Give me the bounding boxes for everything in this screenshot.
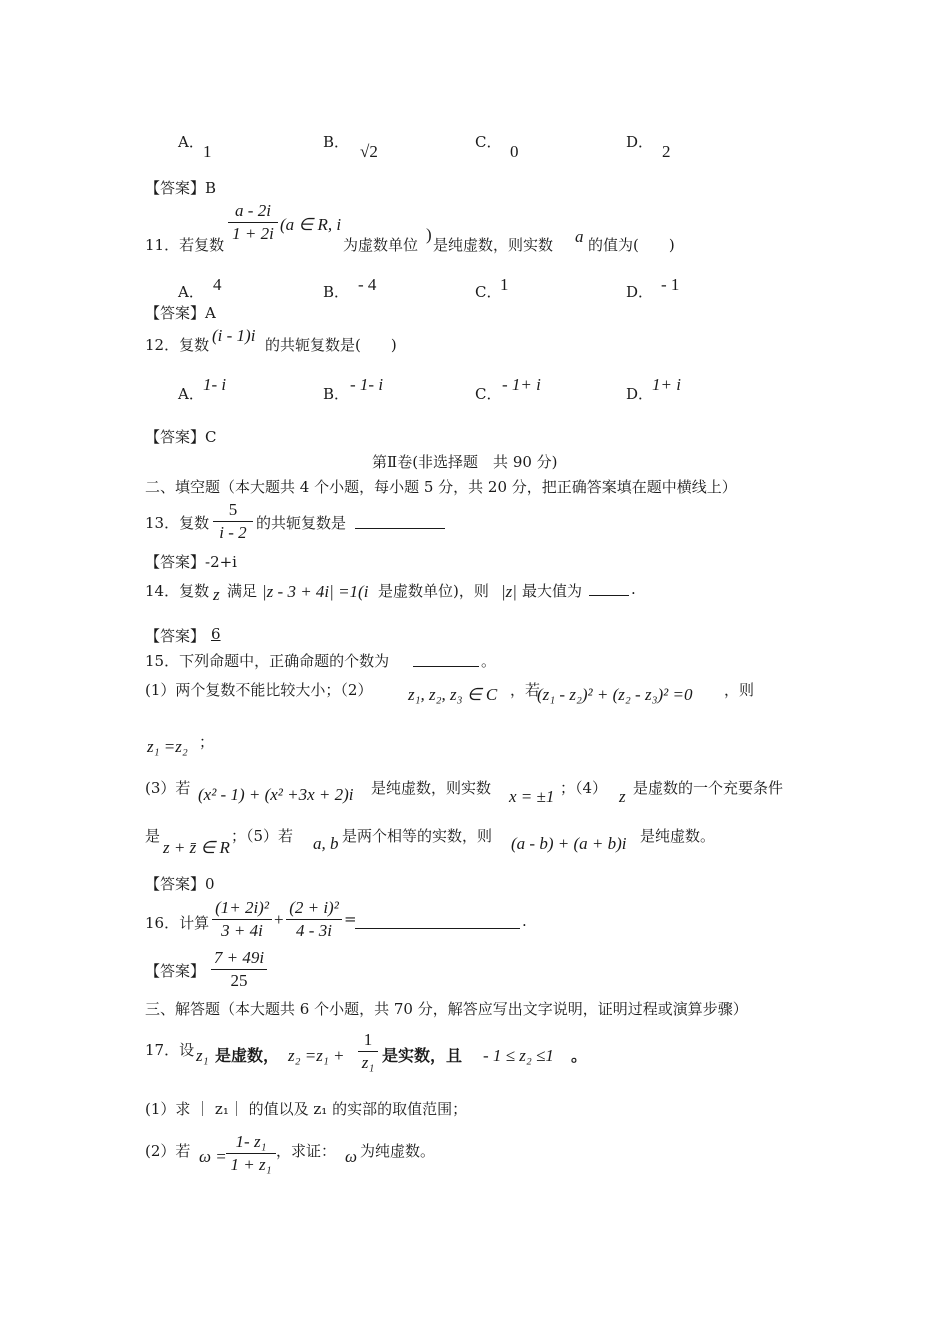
q15-s5-expr2: (a - b) + (a + b)i xyxy=(511,834,627,853)
q12-suffix: 的共轭复数是( ) xyxy=(265,336,397,354)
q14-abs-z: |z| xyxy=(501,582,517,601)
q17-prefix: 17．设 xyxy=(145,1041,195,1059)
q15-s5-is: 是 xyxy=(145,827,161,845)
q13-frac-num: 5 xyxy=(213,500,253,522)
q15-line1: 15．下列命题中，正确命题的个数为 xyxy=(145,652,390,670)
q15-s3-expr: (x² - 1) + (x² +3x + 2)i xyxy=(198,785,354,804)
q17-fraction xyxy=(358,1030,378,1073)
q13-fraction xyxy=(213,500,253,543)
q10-option-c-label: C． xyxy=(475,133,502,151)
q11-paren-close: ) xyxy=(426,225,432,244)
q15-s3-mid: 是纯虚数，则实数 xyxy=(371,779,492,797)
q15-s3-cond: x = ±1 xyxy=(509,787,555,806)
q12-option-b-label: B． xyxy=(323,385,350,403)
q15-set-expr: z₁, z₂, z₃ ∈ C xyxy=(408,685,498,704)
q15-s4-text: 是虚数的一个充要条件 xyxy=(633,779,784,797)
q11-prefix: 11．若复数 xyxy=(145,236,225,254)
answer-16-label: 【答案】 xyxy=(145,962,206,980)
q16-fraction-1 xyxy=(212,898,272,941)
q12-option-c-value: - 1+ i xyxy=(502,375,541,394)
q11-option-b-label: B． xyxy=(323,283,350,301)
q12-option-d-label: D． xyxy=(626,385,654,403)
q15-z1-eq-z2: z₁ =z₂ xyxy=(147,737,188,756)
q10-option-d-label: D． xyxy=(626,133,654,151)
q11-fraction xyxy=(228,201,278,244)
q16-prefix: 16．计算 xyxy=(145,914,210,932)
q15-s3-prefix: (3）若 xyxy=(145,779,191,797)
q13-prefix: 13．复数 xyxy=(145,514,210,532)
q17-frac-den: z₁ xyxy=(361,1053,375,1072)
q13-suffix: 的共轭复数是 xyxy=(256,514,347,532)
q15-s2-end: ； xyxy=(199,733,215,751)
q12-option-c-label: C． xyxy=(475,385,502,403)
q15-s5-sep: ；（5）若 xyxy=(231,827,294,845)
q17-end: 。 xyxy=(571,1046,588,1065)
q17-p2-den: 1 + z₁ xyxy=(230,1155,272,1174)
answer-15: 【答案】0 xyxy=(145,875,215,893)
q17-omega-eq: ω = xyxy=(199,1147,227,1166)
q11-option-c-value: 1 xyxy=(500,275,509,294)
answer-16-fraction xyxy=(211,948,267,991)
q11-option-c-label: C． xyxy=(475,283,502,301)
q14-suffix: 最大值为 xyxy=(522,582,583,600)
q11-unit-text: 为虚数单位 xyxy=(343,236,419,254)
q15-square-expr: (z₁ - z₂)² + (z₂ - z₃)² =0 xyxy=(537,685,693,704)
q14-expr: |z - 3 + 4i| =1(i xyxy=(262,582,369,601)
q15-s3-sep: ；（4） xyxy=(560,779,608,797)
q12-option-a-label: A． xyxy=(178,385,204,403)
section2-heading: 二、填空题（本大题共 4 个小题，每小题 5 分，共 20 分，把正确答案填在题中横线上） xyxy=(145,478,737,496)
q15-s5-end: 是纯虚数。 xyxy=(640,827,716,845)
q17-cond: - 1 ≤ z₂ ≤1 xyxy=(483,1046,554,1065)
q17-part2-mid: ，求证： xyxy=(276,1142,337,1160)
q12-prefix: 12．复数 xyxy=(145,336,210,354)
q10-option-b-value: √2 xyxy=(360,142,378,161)
q17-frac-num: 1 xyxy=(358,1030,378,1052)
answer-16-den: 25 xyxy=(230,971,248,990)
answer-16-num: 7 + 49i xyxy=(211,948,267,970)
q11-option-a-label: A． xyxy=(178,283,204,301)
q15-if: ，若 xyxy=(510,681,541,699)
q17-p2-num: 1- z₁ xyxy=(226,1132,276,1154)
q12-option-d-value: 1+ i xyxy=(652,375,681,394)
q16-plus: + xyxy=(274,910,284,929)
q15-s5-vars: a, b xyxy=(313,834,339,853)
q10-option-d-value: 2 xyxy=(662,142,671,161)
q14-mid2: 是虚数单位)，则 xyxy=(378,582,489,600)
q15-s5-conj-expr: z + z̄ ∈ R xyxy=(163,838,230,857)
q10-option-c-value: 0 xyxy=(510,142,519,161)
q15-s4-var: z xyxy=(619,787,626,806)
q16-f1-num: (1+ 2i)² xyxy=(212,898,272,920)
q17-z2-eq: z₂ =z₁ + xyxy=(288,1046,345,1065)
answer-14-value: 6 xyxy=(211,625,221,643)
q17-omega: ω xyxy=(345,1147,358,1166)
q16-fraction-2 xyxy=(286,898,342,941)
q10-option-a-value: 1 xyxy=(203,142,212,161)
answer-14-label: 【答案】 xyxy=(145,627,206,645)
q15-then: ，则 xyxy=(724,681,755,699)
q12-option-a-value: 1- i xyxy=(203,375,227,394)
q16-eq: = xyxy=(344,910,357,928)
q17-part1: (1）求 ｜ z₁｜ 的值以及 z₁ 的实部的取值范围； xyxy=(145,1100,468,1118)
q13-frac-den: i - 2 xyxy=(219,523,247,542)
q11-option-a-value: 4 xyxy=(213,275,222,294)
answer-13: 【答案】-2+i xyxy=(145,553,237,571)
q15-statement-1: (1）两个复数不能比较大小；（2） xyxy=(145,681,373,699)
q17-t2: 是实数，且 xyxy=(382,1046,463,1065)
q11-paren-open: (a ∈ R, i xyxy=(280,215,342,234)
q10-option-b-label: B． xyxy=(323,133,350,151)
q11-option-d-value: - 1 xyxy=(661,275,680,294)
q15-s5-mid: 是两个相等的实数，则 xyxy=(342,827,493,845)
q17-part2-prefix: (2）若 xyxy=(145,1142,191,1160)
section3-heading: 三、解答题（本大题共 6 个小题，共 70 分，解答应写出文字说明，证明过程或演算步骤） xyxy=(145,1000,748,1018)
q17-z1: z₁ xyxy=(196,1046,209,1065)
q11-suffix2: 的值为( ) xyxy=(588,236,675,254)
q14-end: . xyxy=(631,580,636,598)
q11-frac-num: a - 2i xyxy=(228,201,278,223)
q14-var-z: z xyxy=(213,585,220,604)
q15-line1-end: 。 xyxy=(481,652,497,670)
q16-answer-blank xyxy=(355,911,520,929)
q17-part2-end: 为纯虚数。 xyxy=(360,1142,436,1160)
q11-option-d-label: D． xyxy=(626,283,654,301)
q16-end: . xyxy=(522,912,527,930)
q17-part2-fraction xyxy=(226,1132,276,1175)
q17-t1: 是虚数， xyxy=(215,1046,280,1065)
q16-f2-num: (2 + i)² xyxy=(286,898,342,920)
q11-frac-den: 1 + 2i xyxy=(232,224,274,243)
q16-f2-den: 4 - 3i xyxy=(296,921,332,940)
q16-f1-den: 3 + 4i xyxy=(221,921,263,940)
q10-option-a-label: A． xyxy=(178,133,204,151)
section2-title: 第Ⅱ卷(非选择题 共 90 分) xyxy=(372,453,558,471)
answer-12: 【答案】C xyxy=(145,428,217,446)
q13-answer-blank xyxy=(355,511,445,529)
q12-option-b-value: - 1- i xyxy=(350,375,384,394)
q14-prefix: 14．复数 xyxy=(145,582,210,600)
answer-11: 【答案】A xyxy=(145,304,216,322)
q14-mid: 满足 xyxy=(227,582,258,600)
q15-answer-blank xyxy=(413,649,479,667)
q12-expr: (i - 1)i xyxy=(212,326,256,345)
answer-10: 【答案】B xyxy=(145,179,217,197)
q11-var-a: a xyxy=(575,227,584,246)
q14-answer-blank xyxy=(589,578,629,596)
q11-option-b-value: - 4 xyxy=(358,275,377,294)
q11-suffix: 是纯虚数，则实数 xyxy=(433,236,554,254)
